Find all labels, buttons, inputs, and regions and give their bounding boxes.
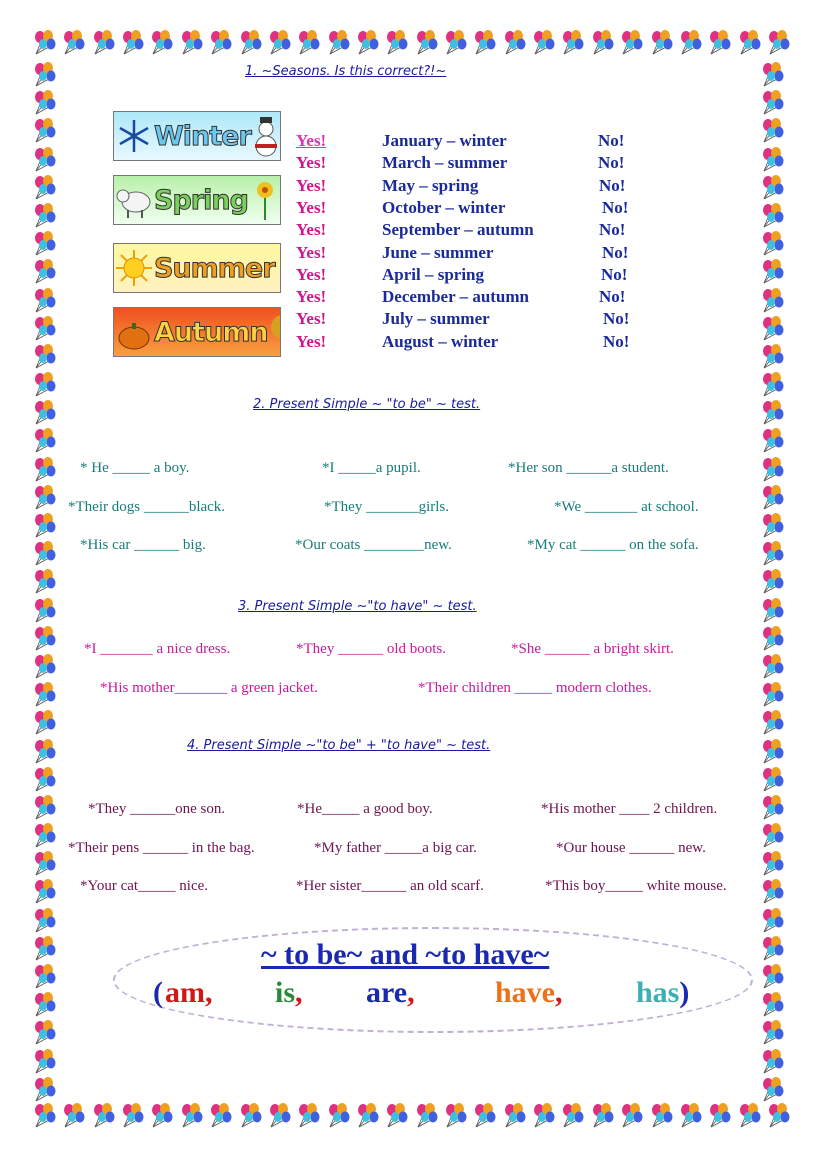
balloon-icon <box>760 992 786 1018</box>
balloon-icon <box>760 626 786 652</box>
summer-banner <box>113 243 281 293</box>
balloon-icon <box>32 936 58 962</box>
word-have: have, <box>495 976 563 1009</box>
balloon-icon <box>760 175 786 201</box>
balloon-icon <box>760 739 786 765</box>
balloon-icon <box>760 513 786 539</box>
balloon-icon <box>760 344 786 370</box>
to-have-item-3: *She ______ a bright skirt. <box>511 641 674 657</box>
balloon-icon <box>531 30 557 56</box>
balloon-icon <box>737 30 763 56</box>
balloon-icon <box>760 231 786 257</box>
winter-label: Winter <box>154 120 251 152</box>
bucket-icon <box>275 246 281 290</box>
balloon-icon <box>760 372 786 398</box>
balloon-icon <box>32 795 58 821</box>
month-season-pair: April – spring <box>382 264 485 284</box>
balloon-icon <box>560 1103 586 1129</box>
balloon-icon <box>149 1103 175 1129</box>
balloon-icon <box>32 259 58 285</box>
balloon-icon <box>32 908 58 934</box>
balloon-icon <box>760 851 786 877</box>
balloon-icon <box>32 851 58 877</box>
balloon-icon <box>760 147 786 173</box>
yes-option: Yes! <box>296 309 327 329</box>
balloon-icon <box>32 400 58 426</box>
to-be-item-5: *They _______girls. <box>324 499 449 515</box>
month-season-pair: September – autumn <box>382 220 534 240</box>
balloon-icon <box>760 457 786 483</box>
balloon-icon <box>590 30 616 56</box>
to-be-item-8: *Our coats ________new. <box>295 537 452 553</box>
balloon-icon <box>208 30 234 56</box>
month-season-pair: July – summer <box>382 309 490 329</box>
balloon-icon <box>120 1103 146 1129</box>
yes-option: Yes! <box>296 264 327 284</box>
balloon-icon <box>760 316 786 342</box>
mixed-item-4: *Their pens ______ in the bag. <box>68 840 255 856</box>
balloon-icon <box>32 739 58 765</box>
balloon-icon <box>149 30 175 56</box>
balloon-icon <box>678 30 704 56</box>
balloon-icon <box>760 90 786 116</box>
balloon-icon <box>760 203 786 229</box>
balloon-icon <box>590 1103 616 1129</box>
balloon-icon <box>32 485 58 511</box>
balloon-icon <box>61 1103 87 1129</box>
mixed-item-8: *Her sister______ an old scarf. <box>296 878 484 894</box>
balloon-icon <box>678 1103 704 1129</box>
mixed-item-1: *They ______one son. <box>88 801 226 817</box>
balloon-icon <box>760 598 786 624</box>
month-season-pair: October – winter <box>382 197 506 217</box>
yes-option: Yes! <box>296 175 327 195</box>
no-option: No! <box>603 331 630 351</box>
month-season-pair: March – summer <box>382 153 508 173</box>
yes-option: Yes! <box>296 287 327 307</box>
balloon-icon <box>179 1103 205 1129</box>
month-season-pair: December – autumn <box>382 287 529 307</box>
balloon-icon <box>760 400 786 426</box>
to-have-item-1: *I _______ a nice dress. <box>84 641 231 657</box>
balloon-icon <box>179 30 205 56</box>
flower-icon <box>250 178 280 222</box>
balloon-icon <box>760 879 786 905</box>
balloon-icon <box>32 344 58 370</box>
balloon-icon <box>414 30 440 56</box>
open-paren: ( <box>153 976 163 1009</box>
yes-option: Yes! <box>296 153 327 173</box>
balloon-icon <box>32 654 58 680</box>
balloon-icon <box>296 30 322 56</box>
no-option: No! <box>603 309 630 329</box>
lamb-icon <box>114 180 154 220</box>
balloon-border-right <box>760 62 792 1103</box>
balloon-icon <box>760 795 786 821</box>
balloon-icon <box>737 1103 763 1129</box>
balloon-icon <box>296 1103 322 1129</box>
no-option: No! <box>598 131 625 150</box>
balloon-icon <box>531 1103 557 1129</box>
balloon-icon <box>32 598 58 624</box>
balloon-border-bottom <box>32 1103 792 1135</box>
balloon-icon <box>32 513 58 539</box>
balloon-icon <box>32 1077 58 1103</box>
tree-icon <box>268 310 281 354</box>
spring-banner <box>113 175 281 225</box>
mixed-item-7: *Your cat_____ nice. <box>80 878 209 894</box>
mixed-item-9: *This boy_____ white mouse. <box>545 878 727 894</box>
balloon-icon <box>760 654 786 680</box>
yes-option: Yes! <box>296 331 327 351</box>
balloon-icon <box>355 30 381 56</box>
to-be-item-9: *My cat ______ on the sofa. <box>527 537 699 553</box>
no-option: No! <box>602 242 629 262</box>
balloon-icon <box>443 30 469 56</box>
section1-heading: 1. ~Seasons. Is this correct?!~ <box>245 64 447 79</box>
balloon-icon <box>120 30 146 56</box>
no-option: No! <box>599 175 626 195</box>
mixed-item-6: *Our house ______ new. <box>556 840 706 856</box>
balloon-icon <box>267 1103 293 1129</box>
balloon-icon <box>32 147 58 173</box>
section3-heading: 3. Present Simple ~"to have" ~ test. <box>238 599 477 614</box>
no-option: No! <box>599 287 626 307</box>
balloon-icon <box>32 1103 58 1129</box>
no-option: No! <box>598 153 625 173</box>
balloon-icon <box>32 569 58 595</box>
yes-option: Yes! <box>296 197 327 217</box>
balloon-icon <box>208 1103 234 1129</box>
yes-option: Yes! <box>296 242 327 262</box>
balloon-icon <box>760 485 786 511</box>
balloon-icon <box>32 992 58 1018</box>
balloon-border-left <box>32 62 64 1103</box>
balloon-icon <box>32 231 58 257</box>
balloon-icon <box>619 1103 645 1129</box>
balloon-icon <box>355 1103 381 1129</box>
no-option: No! <box>601 264 628 284</box>
spring-label: Spring <box>154 184 248 216</box>
to-be-item-4: *Their dogs ______black. <box>68 499 226 515</box>
balloon-icon <box>760 682 786 708</box>
balloon-icon <box>760 259 786 285</box>
balloon-icon <box>61 30 87 56</box>
balloon-icon <box>326 1103 352 1129</box>
yes-option: Yes! <box>296 220 327 240</box>
balloon-icon <box>760 541 786 567</box>
balloon-icon <box>32 682 58 708</box>
balloon-icon <box>384 1103 410 1129</box>
balloon-icon <box>760 767 786 793</box>
balloon-icon <box>32 1020 58 1046</box>
to-have-item-5: *Their children _____ modern clothes. <box>418 680 652 696</box>
balloon-icon <box>760 569 786 595</box>
balloon-icon <box>760 908 786 934</box>
section2-heading: 2. Present Simple ~ "to be" ~ test. <box>253 397 481 412</box>
balloon-icon <box>472 1103 498 1129</box>
balloon-icon <box>91 1103 117 1129</box>
winter-banner <box>113 111 281 161</box>
balloon-border-top <box>32 30 792 62</box>
word-are: are, <box>366 976 415 1009</box>
balloon-icon <box>707 30 733 56</box>
to-be-item-7: *His car ______ big. <box>80 537 206 553</box>
month-season-pair: June – summer <box>382 242 494 262</box>
balloon-icon <box>32 90 58 116</box>
balloon-icon <box>707 1103 733 1129</box>
balloon-icon <box>32 118 58 144</box>
autumn-label: Autumn <box>154 316 268 348</box>
balloon-icon <box>760 288 786 314</box>
balloon-icon <box>502 1103 528 1129</box>
balloon-icon <box>32 428 58 454</box>
to-be-item-3: *Her son ______a student. <box>508 460 669 476</box>
balloon-icon <box>32 823 58 849</box>
balloon-icon <box>238 1103 264 1129</box>
to-be-item-1: * He _____ a boy. <box>80 460 190 476</box>
to-have-item-2: *They ______ old boots. <box>296 641 446 657</box>
balloon-icon <box>760 428 786 454</box>
to-be-item-2: *I _____a pupil. <box>322 460 421 476</box>
yes-option: Yes! <box>296 131 327 150</box>
summer-label: Summer <box>154 252 275 284</box>
balloon-icon <box>32 541 58 567</box>
balloon-icon <box>32 372 58 398</box>
balloon-icon <box>760 823 786 849</box>
month-season-pair: January – winter <box>382 131 507 150</box>
balloon-icon <box>760 1020 786 1046</box>
section4-heading: 4. Present Simple ~"to be" + "to have" ~ test. <box>187 738 491 753</box>
balloon-icon <box>760 62 786 88</box>
mixed-item-3: *His mother ____ 2 children. <box>541 801 718 817</box>
balloon-icon <box>238 30 264 56</box>
mixed-item-2: *He_____ a good boy. <box>297 801 433 817</box>
balloon-icon <box>766 1103 792 1129</box>
balloon-icon <box>32 879 58 905</box>
balloon-icon <box>472 30 498 56</box>
balloon-icon <box>619 30 645 56</box>
no-option: No! <box>602 197 629 217</box>
pumpkin-icon <box>114 312 154 352</box>
balloon-icon <box>649 30 675 56</box>
balloon-icon <box>32 1049 58 1075</box>
no-option: No! <box>599 220 626 240</box>
balloon-icon <box>760 1049 786 1075</box>
balloon-icon <box>32 203 58 229</box>
balloon-icon <box>760 936 786 962</box>
balloon-icon <box>649 1103 675 1129</box>
sun-icon <box>114 248 154 288</box>
autumn-banner <box>113 307 281 357</box>
balloon-icon <box>267 30 293 56</box>
mixed-item-5: *My father _____a big car. <box>314 840 477 856</box>
balloon-icon <box>32 767 58 793</box>
balloon-icon <box>32 288 58 314</box>
balloon-icon <box>443 1103 469 1129</box>
balloon-icon <box>384 30 410 56</box>
balloon-icon <box>32 964 58 990</box>
month-season-pair: May – spring <box>382 175 479 195</box>
month-season-pair: August – winter <box>382 331 499 351</box>
word-am: am, <box>165 976 213 1009</box>
balloon-icon <box>560 30 586 56</box>
word-is: is, <box>275 976 303 1009</box>
balloon-icon <box>502 30 528 56</box>
balloon-icon <box>91 30 117 56</box>
balloon-icon <box>32 30 58 56</box>
snowflake-icon <box>114 116 154 156</box>
balloon-icon <box>32 316 58 342</box>
balloon-icon <box>760 964 786 990</box>
balloon-icon <box>766 30 792 56</box>
to-have-item-4: *His mother_______ a green jacket. <box>100 680 318 696</box>
balloon-icon <box>326 30 352 56</box>
balloon-icon <box>760 1077 786 1103</box>
balloon-icon <box>414 1103 440 1129</box>
balloon-icon <box>32 62 58 88</box>
balloon-icon <box>32 175 58 201</box>
word-has: has) <box>636 976 690 1009</box>
snowman-icon <box>251 114 281 158</box>
summary-title: ~ to be~ and ~to have~ <box>261 938 550 971</box>
balloon-icon <box>32 457 58 483</box>
balloon-icon <box>760 118 786 144</box>
to-be-item-6: *We _______ at school. <box>554 499 699 515</box>
balloon-icon <box>32 626 58 652</box>
balloon-icon <box>32 710 58 736</box>
balloon-icon <box>760 710 786 736</box>
